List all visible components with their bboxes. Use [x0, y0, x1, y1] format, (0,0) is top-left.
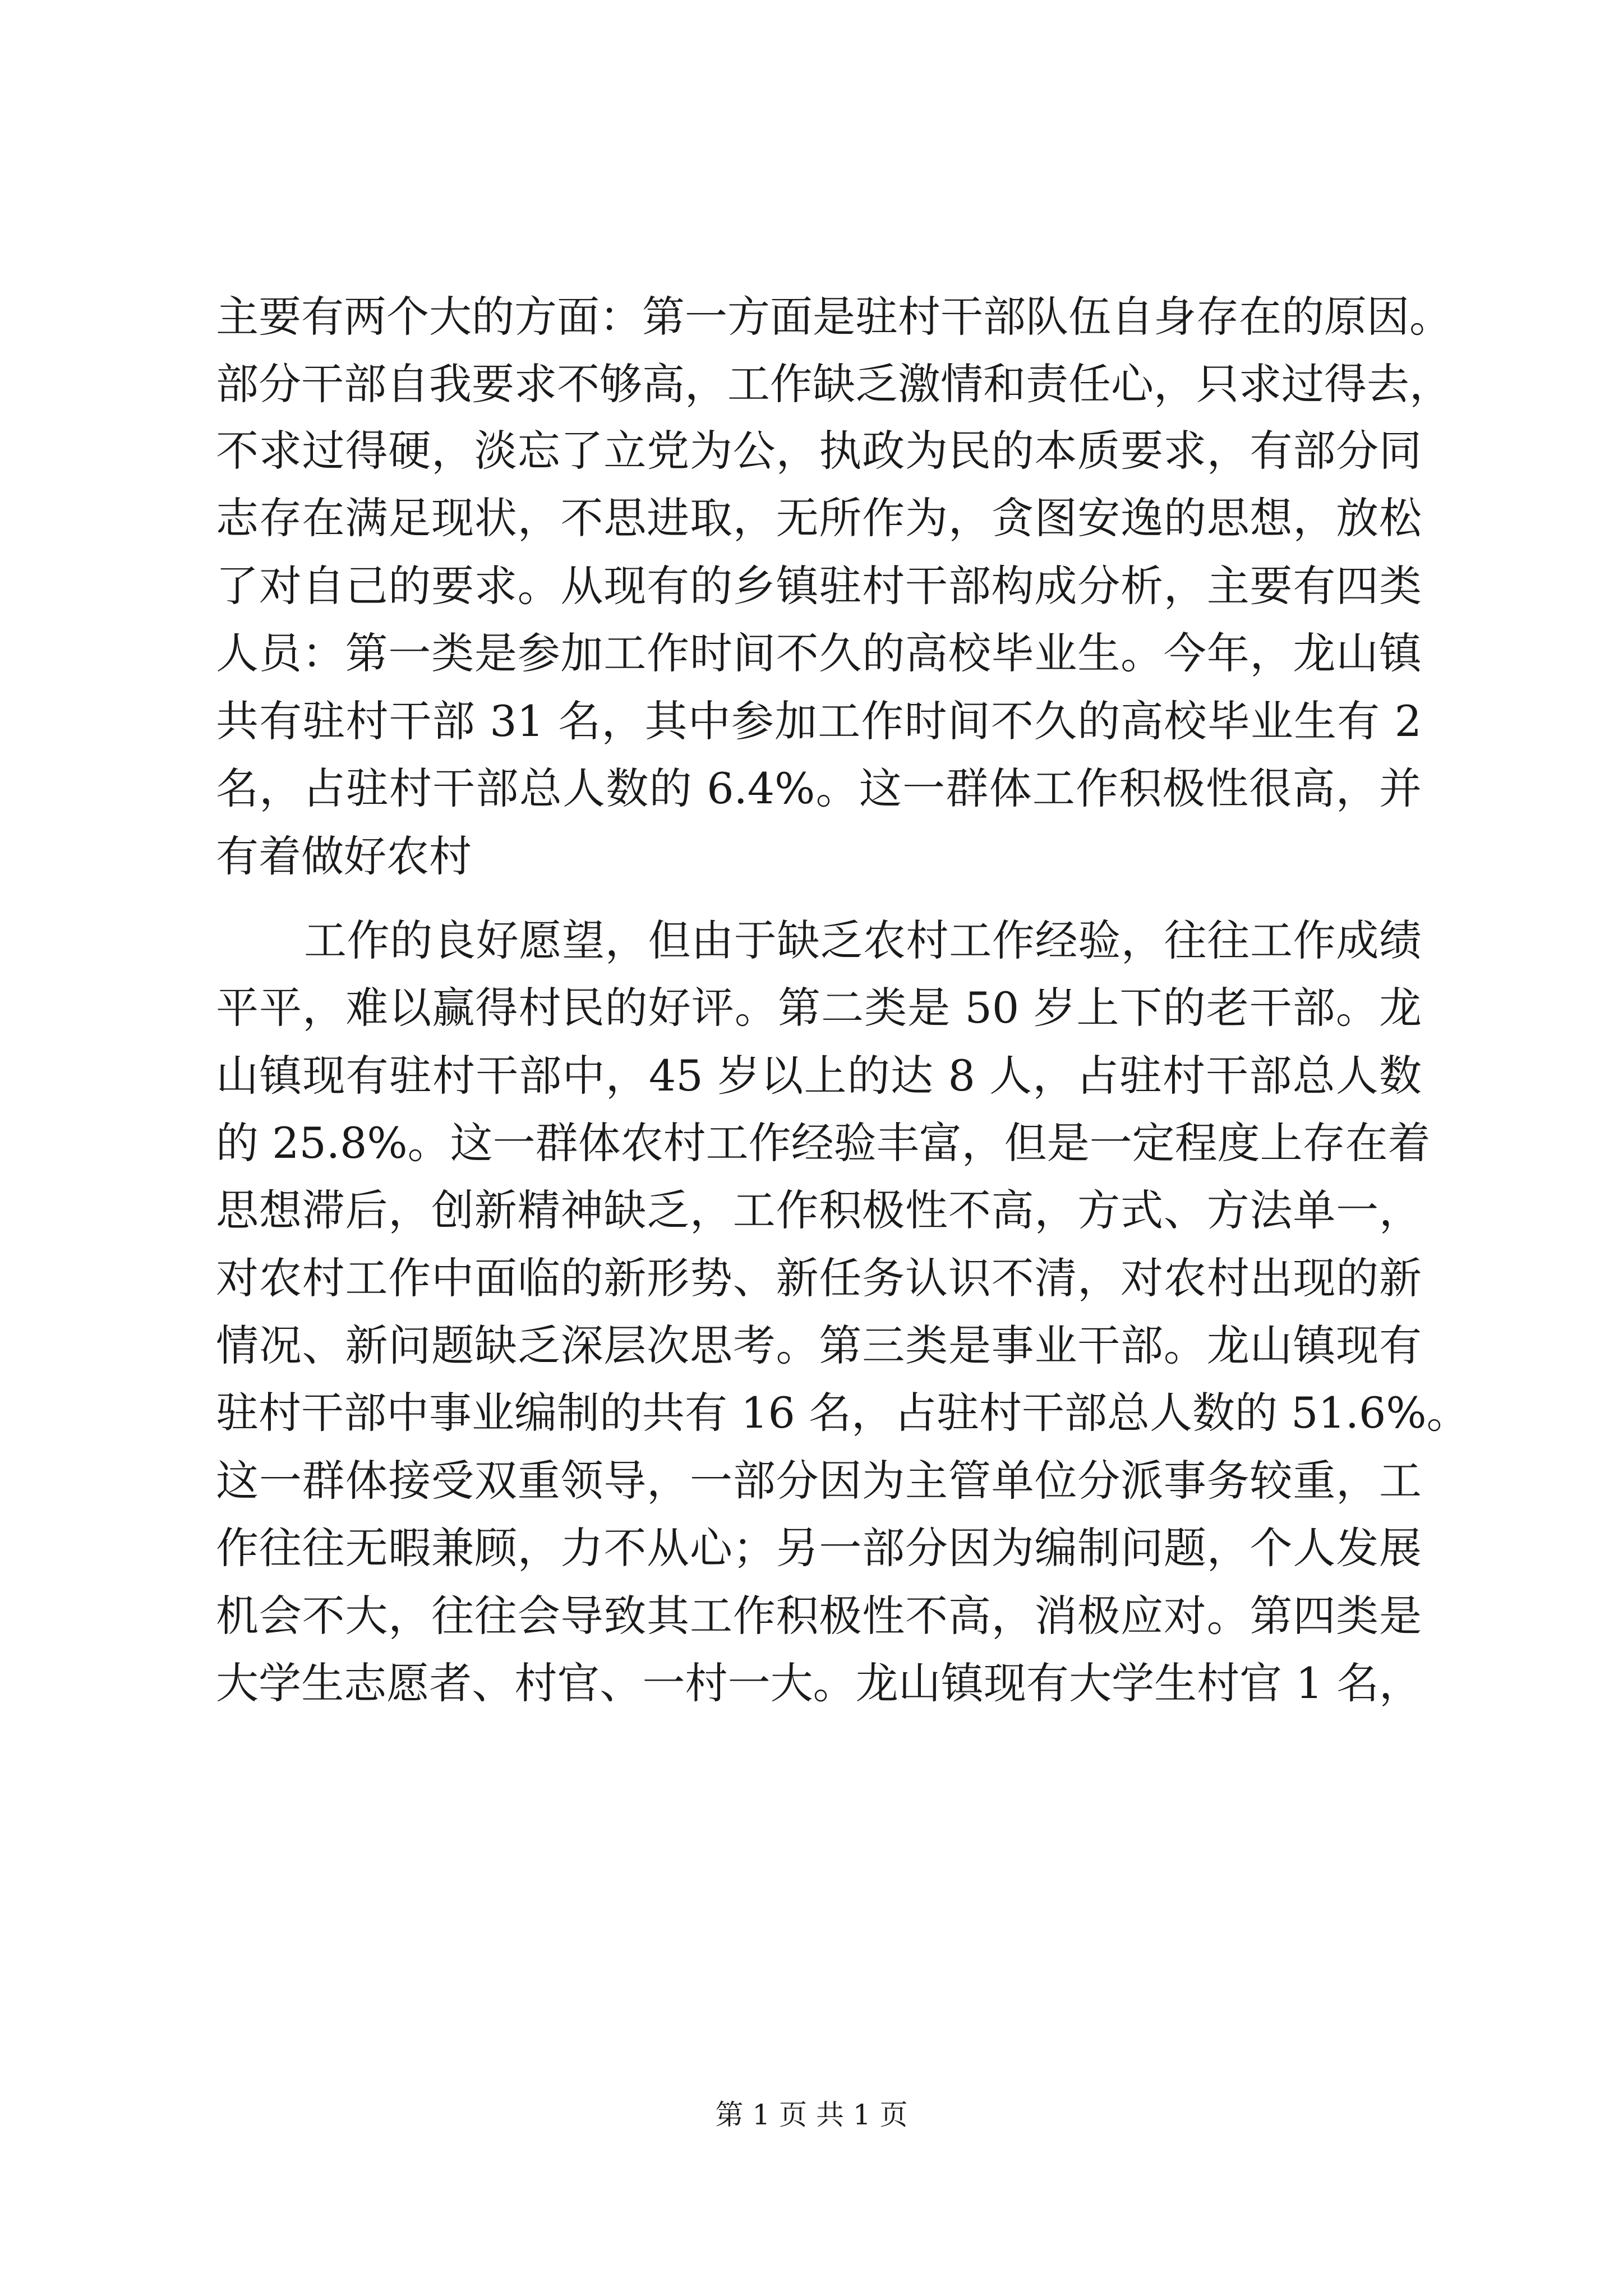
body-line-13: 的 25.8%。这一群体农村工作经验丰富，但是一定程度上存在着: [216, 1118, 1431, 1168]
body-line-14: 思想滞后，创新精神缺乏，工作积极性不高，方式、方法单一，: [216, 1185, 1422, 1235]
body-line-20: 机会不大，往往会导致其工作积极性不高，消极应对。第四类是: [216, 1591, 1422, 1641]
body-line-7: 共有驻村干部 31 名，其中参加工作时间不久的高校毕业生有 2: [216, 696, 1422, 746]
body-line-9: 有着做好农村: [216, 831, 472, 881]
body-line-6: 人员：第一类是参加工作时间不久的高校毕业生。今年，龙山镇: [216, 628, 1422, 678]
body-line-2: 部分干部自我要求不够高，工作缺乏激情和责任心，只求过得去，: [216, 359, 1452, 409]
body-line-8: 名，占驻村干部总人数的 6.4%。这一群体工作积极性很高，并: [216, 763, 1422, 813]
body-line-16: 情况、新问题缺乏深层次思考。第三类是事业干部。龙山镇现有: [216, 1320, 1422, 1370]
body-line-12: 山镇现有驻村干部中，45 岁以上的达 8 人，占驻村干部总人数: [216, 1051, 1422, 1101]
body-line-3: 不求过得硬，淡忘了立党为公，执政为民的本质要求，有部分同: [216, 426, 1422, 476]
body-line-4: 志存在满足现状，不思进取，无所作为，贪图安逸的思想，放松: [216, 493, 1422, 543]
body-line-19: 作往往无暇兼顾，力不从心；另一部分因为编制问题，个人发展: [216, 1523, 1422, 1573]
page-footer: 第 1 页 共 1 页: [715, 2099, 908, 2131]
body-line-10: 工作的良好愿望，但由于缺乏农村工作经验，往往工作成绩: [304, 915, 1422, 965]
body-line-1: 主要有两个大的方面：第一方面是驻村干部队伍自身存在的原因。: [216, 292, 1452, 342]
body-line-11: 平平，难以赢得村民的好评。第二类是 50 岁上下的老干部。龙: [216, 983, 1422, 1033]
body-line-18: 这一群体接受双重领导，一部分因为主管单位分派事务较重，工: [216, 1456, 1422, 1506]
body-line-15: 对农村工作中面临的新形势、新任务认识不清，对农村出现的新: [216, 1253, 1422, 1303]
body-line-21: 大学生志愿者、村官、一村一大。龙山镇现有大学生村官 1 名，: [216, 1658, 1422, 1708]
body-line-17: 驻村干部中事业编制的共有 16 名，占驻村干部总人数的 51.6%。: [216, 1388, 1469, 1438]
body-line-5: 了对自己的要求。从现有的乡镇驻村干部构成分析，主要有四类: [216, 561, 1422, 611]
